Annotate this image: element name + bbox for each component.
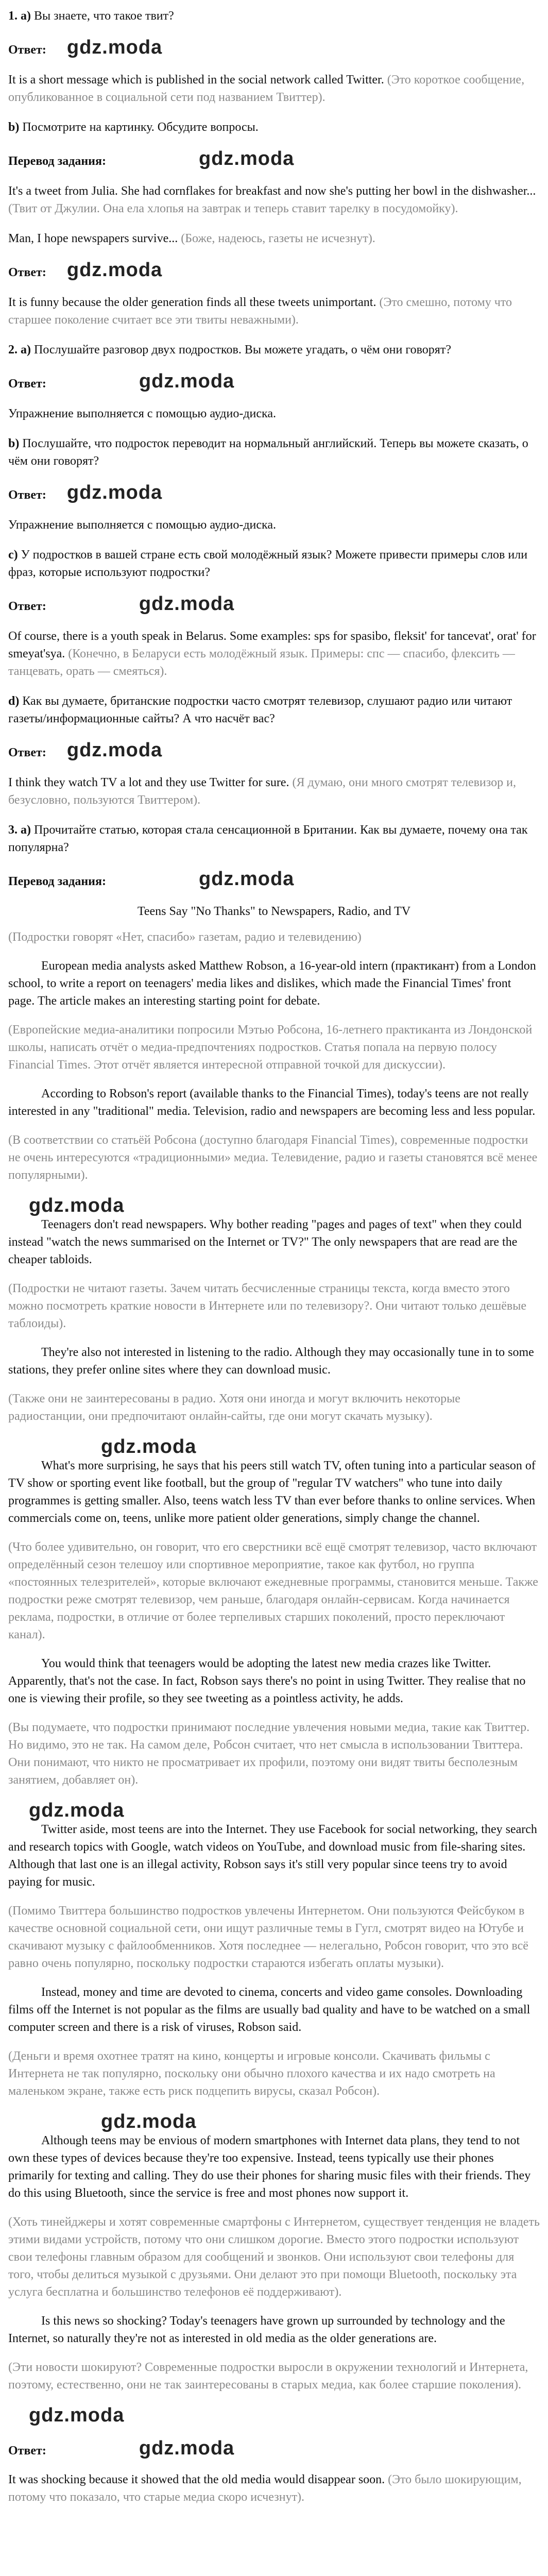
- watermark-logo: gdz.moda: [29, 1195, 125, 1216]
- english-text: It is a short message which is published in the social network called Twitter.: [8, 73, 387, 87]
- answer-label: [8, 371, 540, 393]
- item-block: [8, 71, 540, 106]
- english-text: Teenagers don't read newspapers. Why bother reading "pages and pages of text" when they could instead "watch the news summarised on the Internet or TV?" The only newspapers that are read are the cheaper tabloids.: [8, 1218, 522, 1266]
- english-text: Is this news so shocking? Today's teenagers have grown up surrounded by technology and the Internet, so naturally they're not as interested in old media as the older generations are.: [8, 2314, 505, 2345]
- question-text: Послушайте разговор двух подростков. Вы можете угадать, о чём они говорят?: [34, 343, 451, 357]
- answer-label: [8, 2438, 540, 2460]
- article-paragraph: [8, 1216, 540, 1268]
- article-translation: (Вы подумаете, что подростки принимают последние увлечения новыми медиа, такие как Твиттер. Но видимо, это не так. На самом деле, Робсон считает, что нет смысла в использовании Твиттера. Они понимают, что никто не просматривает их профили, поэтому они видят твиты бесполезным занятием, добавляет он).: [8, 1721, 530, 1787]
- item-block: [8, 148, 540, 170]
- article-translation: (Деньги и время охотнее тратят на кино, концерты и игровые консоли. Скачивать фильмы с Интернета не так популярно, поскольку они обычно плохого качества и их надо смотреть на маленьком экране, также есть риск подцепить вирусы, сказал Робсон).: [8, 2049, 495, 2098]
- question-text: Послушайте, что подросток переводит на нормальный английский. Теперь вы можете сказать, о чём они говорят?: [8, 437, 528, 468]
- answer-label: [8, 482, 540, 504]
- content: [8, 7, 540, 2506]
- answer-label-text: Ответ:: [8, 746, 46, 759]
- item-block: [8, 740, 540, 761]
- item-block: [8, 230, 540, 247]
- item-block: [8, 594, 540, 615]
- answer-label-text: Ответ:: [8, 488, 46, 502]
- english-text: Although teens may be envious of modern smartphones with Internet data plans, they tend to not own these types of devices because they're too expensive. Instead, teens typically use their phones primarily for texting and calling. They do use their phones for sharing music files with their friends. They do this using Bluetooth, since the service is free and most phones now support it.: [8, 2134, 531, 2200]
- russian-translation: (Конечно, в Беларуси есть молодёжный язык. Примеры: спс — спасибо, флексить — танцевать, орать — смеяться).: [8, 647, 515, 678]
- english-text: What's more surprising, he says that his peers still watch TV, often tuning into a particular season of TV show or sporting event like football, but the group of "regular TV watchers" who tune into daily programmes is getting smaller. Also, teens watch less TV than ever before thanks to online services. When commercials come on, teens, unlike more patient older generations, simply change the channel.: [8, 1459, 536, 1525]
- question-text: У подростков в вашей стране есть свой молодёжный язык? Можете привести примеры слов или фраз, которые используют подростки?: [8, 548, 528, 579]
- question-text: Прочитайте статью, которая стала сенсационной в Британии. Как вы думаете, почему она так популярна?: [8, 823, 528, 854]
- item-block: [8, 371, 540, 393]
- article-translation: (Хоть тинейджеры и хотят современные смартфоны с Интернетом, существует тенденция не владеть этими видами устройств, потому что они слишком дорогие. Вместо этого подростки используют свои телефоны главным образом для сообщений и звонков. Они используют свои телефоны для того, чтобы делиться музыкой с друзьями. Они делают это при помощи Bluetooth, поскольку эта услуга бесплатна и большинство телефонов её поддерживают).: [8, 2215, 540, 2299]
- item-block: [8, 294, 540, 329]
- article-translation: (В соответствии со статьёй Робсона (доступно благодаря Financial Times), современные подростки не очень интересуются «традиционными» медиа. Телевидение, радио и газеты становятся всё менее популярными).: [8, 1133, 538, 1182]
- question-text: Как вы думаете, британские подростки часто смотрят телевизор, слушают радио или читают газеты/информационные сайты? А что насчёт вас?: [8, 694, 512, 725]
- article-paragraph: [8, 1085, 540, 1120]
- watermark-logo: gdz.moda: [101, 2111, 197, 2132]
- question: [8, 7, 540, 25]
- answer-paragraph: [8, 182, 540, 217]
- english-text: They're also not interested in listening to the radio. Although they may occasionally tune in to some stations, they prefer online sites where they can download music.: [8, 1346, 534, 1377]
- item-block: [8, 821, 540, 856]
- question-text: Посмотрите на картинку. Обсудите вопросы.: [22, 121, 259, 134]
- english-text: Упражнение выполняется с помощью аудио-диска.: [8, 518, 276, 532]
- watermark-logo: gdz.moda: [139, 370, 235, 392]
- item-block: [8, 7, 540, 25]
- watermark-logo: gdz.moda: [198, 868, 295, 890]
- item-block: [8, 260, 540, 281]
- final-answer: [8, 2438, 540, 2506]
- question-number: b): [8, 121, 23, 134]
- watermark-logo: gdz.moda: [101, 1436, 197, 1458]
- item-block: [8, 869, 540, 890]
- question-number: c): [8, 548, 21, 562]
- article-translation: (Также они не заинтересованы в радио. Хотя они иногда и могут включить некоторые радиостанции, они предпочитают онлайн-сайты, где они могут скачать музыку).: [8, 1392, 460, 1423]
- answer-label: [8, 260, 540, 281]
- article-paragraph: [8, 1655, 540, 1707]
- russian-translation: (Это короткое сообщение, опубликованное в социальной сети под названием Твиттер).: [8, 73, 525, 104]
- section-label: [8, 869, 540, 890]
- answer-label-text: Ответ:: [8, 2444, 46, 2458]
- article-paragraph: [8, 1984, 540, 2036]
- item-block: [8, 546, 540, 581]
- answer-label-text: Ответ:: [8, 43, 46, 57]
- item-block: [8, 482, 540, 504]
- english-text: Упражнение выполняется с помощью аудио-диска.: [8, 407, 276, 420]
- english-text: Instead, money and time are devoted to cinema, concerts and video game consoles. Downloading films off the Internet is not popular as the films are usually bad quality and have to be watched on a small computer screen and there is a risk of viruses, Robson said.: [8, 1986, 530, 2034]
- english-text: It was shocking because it showed that the old media would disappear soon.: [8, 2473, 388, 2486]
- answer-label-text: Ответ:: [8, 600, 46, 613]
- question-number: b): [8, 437, 23, 450]
- question-number: d): [8, 694, 23, 708]
- article-paragraph: [8, 1821, 540, 1891]
- question: [8, 435, 540, 470]
- item-block: [8, 118, 540, 136]
- watermark-logo: gdz.moda: [66, 482, 163, 503]
- watermark-logo: gdz.moda: [29, 1800, 125, 1821]
- item-block: [8, 628, 540, 680]
- watermark-logo: gdz.moda: [29, 2404, 125, 2426]
- question-number: 1. а): [8, 9, 34, 23]
- russian-translation: (Я думаю, они много смотрят телевизор и, безусловно, пользуются Твиттером).: [8, 776, 516, 807]
- section-label-text: Перевод задания:: [8, 875, 106, 888]
- article-translation: (Европейские медиа-аналитики попросили Мэтью Робсона, 16-летнего практиканта из Лондонской школы, написать отчёт о медиа-предпочтениях подростков. Статья попала на первую полосу Financial Times. Этот отчёт является интересной отправной точкой для дискуссии).: [8, 1023, 533, 1072]
- answer-paragraph: [8, 230, 540, 247]
- english-text: You would think that teenagers would be adopting the latest new media crazes like Twitter. Apparently, that's not the case. In fact, Robson says there's no point in using Twitter. They realise that no one is viewing their profile, so they see tweeting as a pointless activity, he adds.: [8, 1657, 526, 1705]
- english-text: I think they watch TV a lot and they use Twitter for sure.: [8, 776, 293, 789]
- article-paragraph: [8, 1344, 540, 1379]
- english-text: Twitter aside, most teens are into the Internet. They use Facebook for social networking, they search and research topics with Google, watch videos on YouTube, and download music from file-sharing sites. Although that last one is an illegal activity, Robson says it's still very popular since teens try to avoid paying for music.: [8, 1823, 537, 1889]
- answer-label: [8, 37, 540, 59]
- article: [8, 903, 540, 2426]
- watermark-logo: gdz.moda: [139, 2437, 235, 2459]
- watermark-logo: gdz.moda: [139, 593, 235, 615]
- question: [8, 546, 540, 581]
- answer-paragraph: [8, 2471, 540, 2506]
- answer-paragraph: [8, 71, 540, 106]
- answer-label: [8, 740, 540, 761]
- english-text: Man, I hope newspapers survive...: [8, 232, 181, 245]
- answer-paragraph: [8, 516, 540, 534]
- english-text: It's a tweet from Julia. She had cornflakes for breakfast and now she's putting her bowl in the dishwasher...: [8, 184, 536, 198]
- article-translation: (Помимо Твиттера большинство подростков увлечены Интернетом. Они пользуются Фейсбуком в качестве основной социальной сети, они ищут различные темы в Гугл, смотрят видео на Ютубе и скачивают музыку с файлообменников. Хотя последнее — нелегально, Робсон говорит, что это всё равно очень популярно, поскольку подростки стараются избегать оплаты музыки).: [8, 1904, 528, 1970]
- question: [8, 692, 540, 727]
- article-title: Teens Say "No Thanks" to Newspapers, Radio, and TV: [137, 905, 411, 918]
- question: [8, 341, 540, 359]
- article-title-translation: (Подростки говорят «Нет, спасибо» газетам, радио и телевидению): [8, 930, 362, 944]
- question-number: 2. а): [8, 343, 34, 357]
- answer-paragraph: [8, 405, 540, 422]
- russian-translation: (Твит от Джулии. Она ела хлопья на завтрак и теперь ставит тарелку в посудомойку).: [8, 202, 458, 215]
- article-translation: (Что более удивительно, он говорит, что его сверстники всё ещё смотрят телевизор, часто включают определённый сезон телешоу или спортивное мероприятие, такое как футбол, но группа «постоянных телезрителей», которые включают ежедневные программы, становится меньше. Также подростки реже смотрят телевизор, чем раньше, благодаря онлайн-сервисам. Когда начинается реклама, подростки, в отличие от более терпеливых старших поколений, просто переключают канал).: [8, 1540, 538, 1641]
- article-translation: (Эти новости шокируют? Современные подростки выросли в окружении технологий и Интернета, поэтому, естественно, они не так заинтересованы в старых медиа, как более старшие поколения).: [8, 2361, 528, 2392]
- item-block: [8, 692, 540, 727]
- answer-label: [8, 594, 540, 615]
- watermark-logo: gdz.moda: [66, 739, 163, 761]
- item-block: [8, 516, 540, 534]
- answer-paragraph: [8, 774, 540, 809]
- answer-paragraph: [8, 628, 540, 680]
- question-text: Вы знаете, что такое твит?: [34, 9, 174, 23]
- article-paragraph: [8, 1457, 540, 1527]
- russian-translation: (Это смешно, потому что старшее поколение считает все эти твиты неважными).: [8, 296, 512, 327]
- russian-translation: (Боже, надеюсь, газеты не исчезнут).: [181, 232, 375, 245]
- item-block: [8, 182, 540, 217]
- answer-label-text: Ответ:: [8, 377, 46, 391]
- article-translation: (Подростки не читают газеты. Зачем читать бесчисленные страницы текста, когда вместо этого можно посмотреть краткие новости в Интернете или по телевизору?. Они читают только дешёвые таблоиды).: [8, 1282, 526, 1330]
- question-number: 3. а): [8, 823, 34, 837]
- section-label: [8, 148, 540, 170]
- russian-translation: (Это было шокирующим, потому что показало, что старые медиа скоро исчезнут).: [8, 2473, 522, 2504]
- question: [8, 118, 540, 136]
- english-text: It is funny because the older generation finds all these tweets unimportant.: [8, 296, 380, 309]
- article-paragraph: [8, 2132, 540, 2202]
- section-label-text: Перевод задания:: [8, 155, 106, 168]
- article-paragraph: [8, 957, 540, 1010]
- question: [8, 821, 540, 856]
- watermark-logo: gdz.moda: [66, 37, 163, 58]
- watermark-logo: gdz.moda: [198, 148, 295, 170]
- item-block: [8, 774, 540, 809]
- item-block: [8, 37, 540, 59]
- english-text: European media analysts asked Matthew Robson, a 16-year-old intern (практикант) from a London school, to write a report on teenagers' media likes and dislikes, which made the Financial Times' front page. The article makes an interesting starting point for debate.: [8, 959, 536, 1008]
- english-text: Of course, there is a youth speak in Belarus. Some examples: sps for spasibo, fleksit' for tancevat', orat' for smeyat'sya.: [8, 630, 536, 660]
- english-text: According to Robson's report (available thanks to the Financial Times), today's teens are not really interested in any "traditional" media. Television, radio and newspapers are becoming less and less popular.: [8, 1087, 536, 1118]
- item-block: [8, 405, 540, 422]
- article-paragraph: [8, 2312, 540, 2347]
- item-block: [8, 435, 540, 470]
- answer-label-text: Ответ:: [8, 266, 46, 279]
- watermark-logo: gdz.moda: [66, 259, 163, 281]
- item-block: [8, 341, 540, 359]
- answer-paragraph: [8, 294, 540, 329]
